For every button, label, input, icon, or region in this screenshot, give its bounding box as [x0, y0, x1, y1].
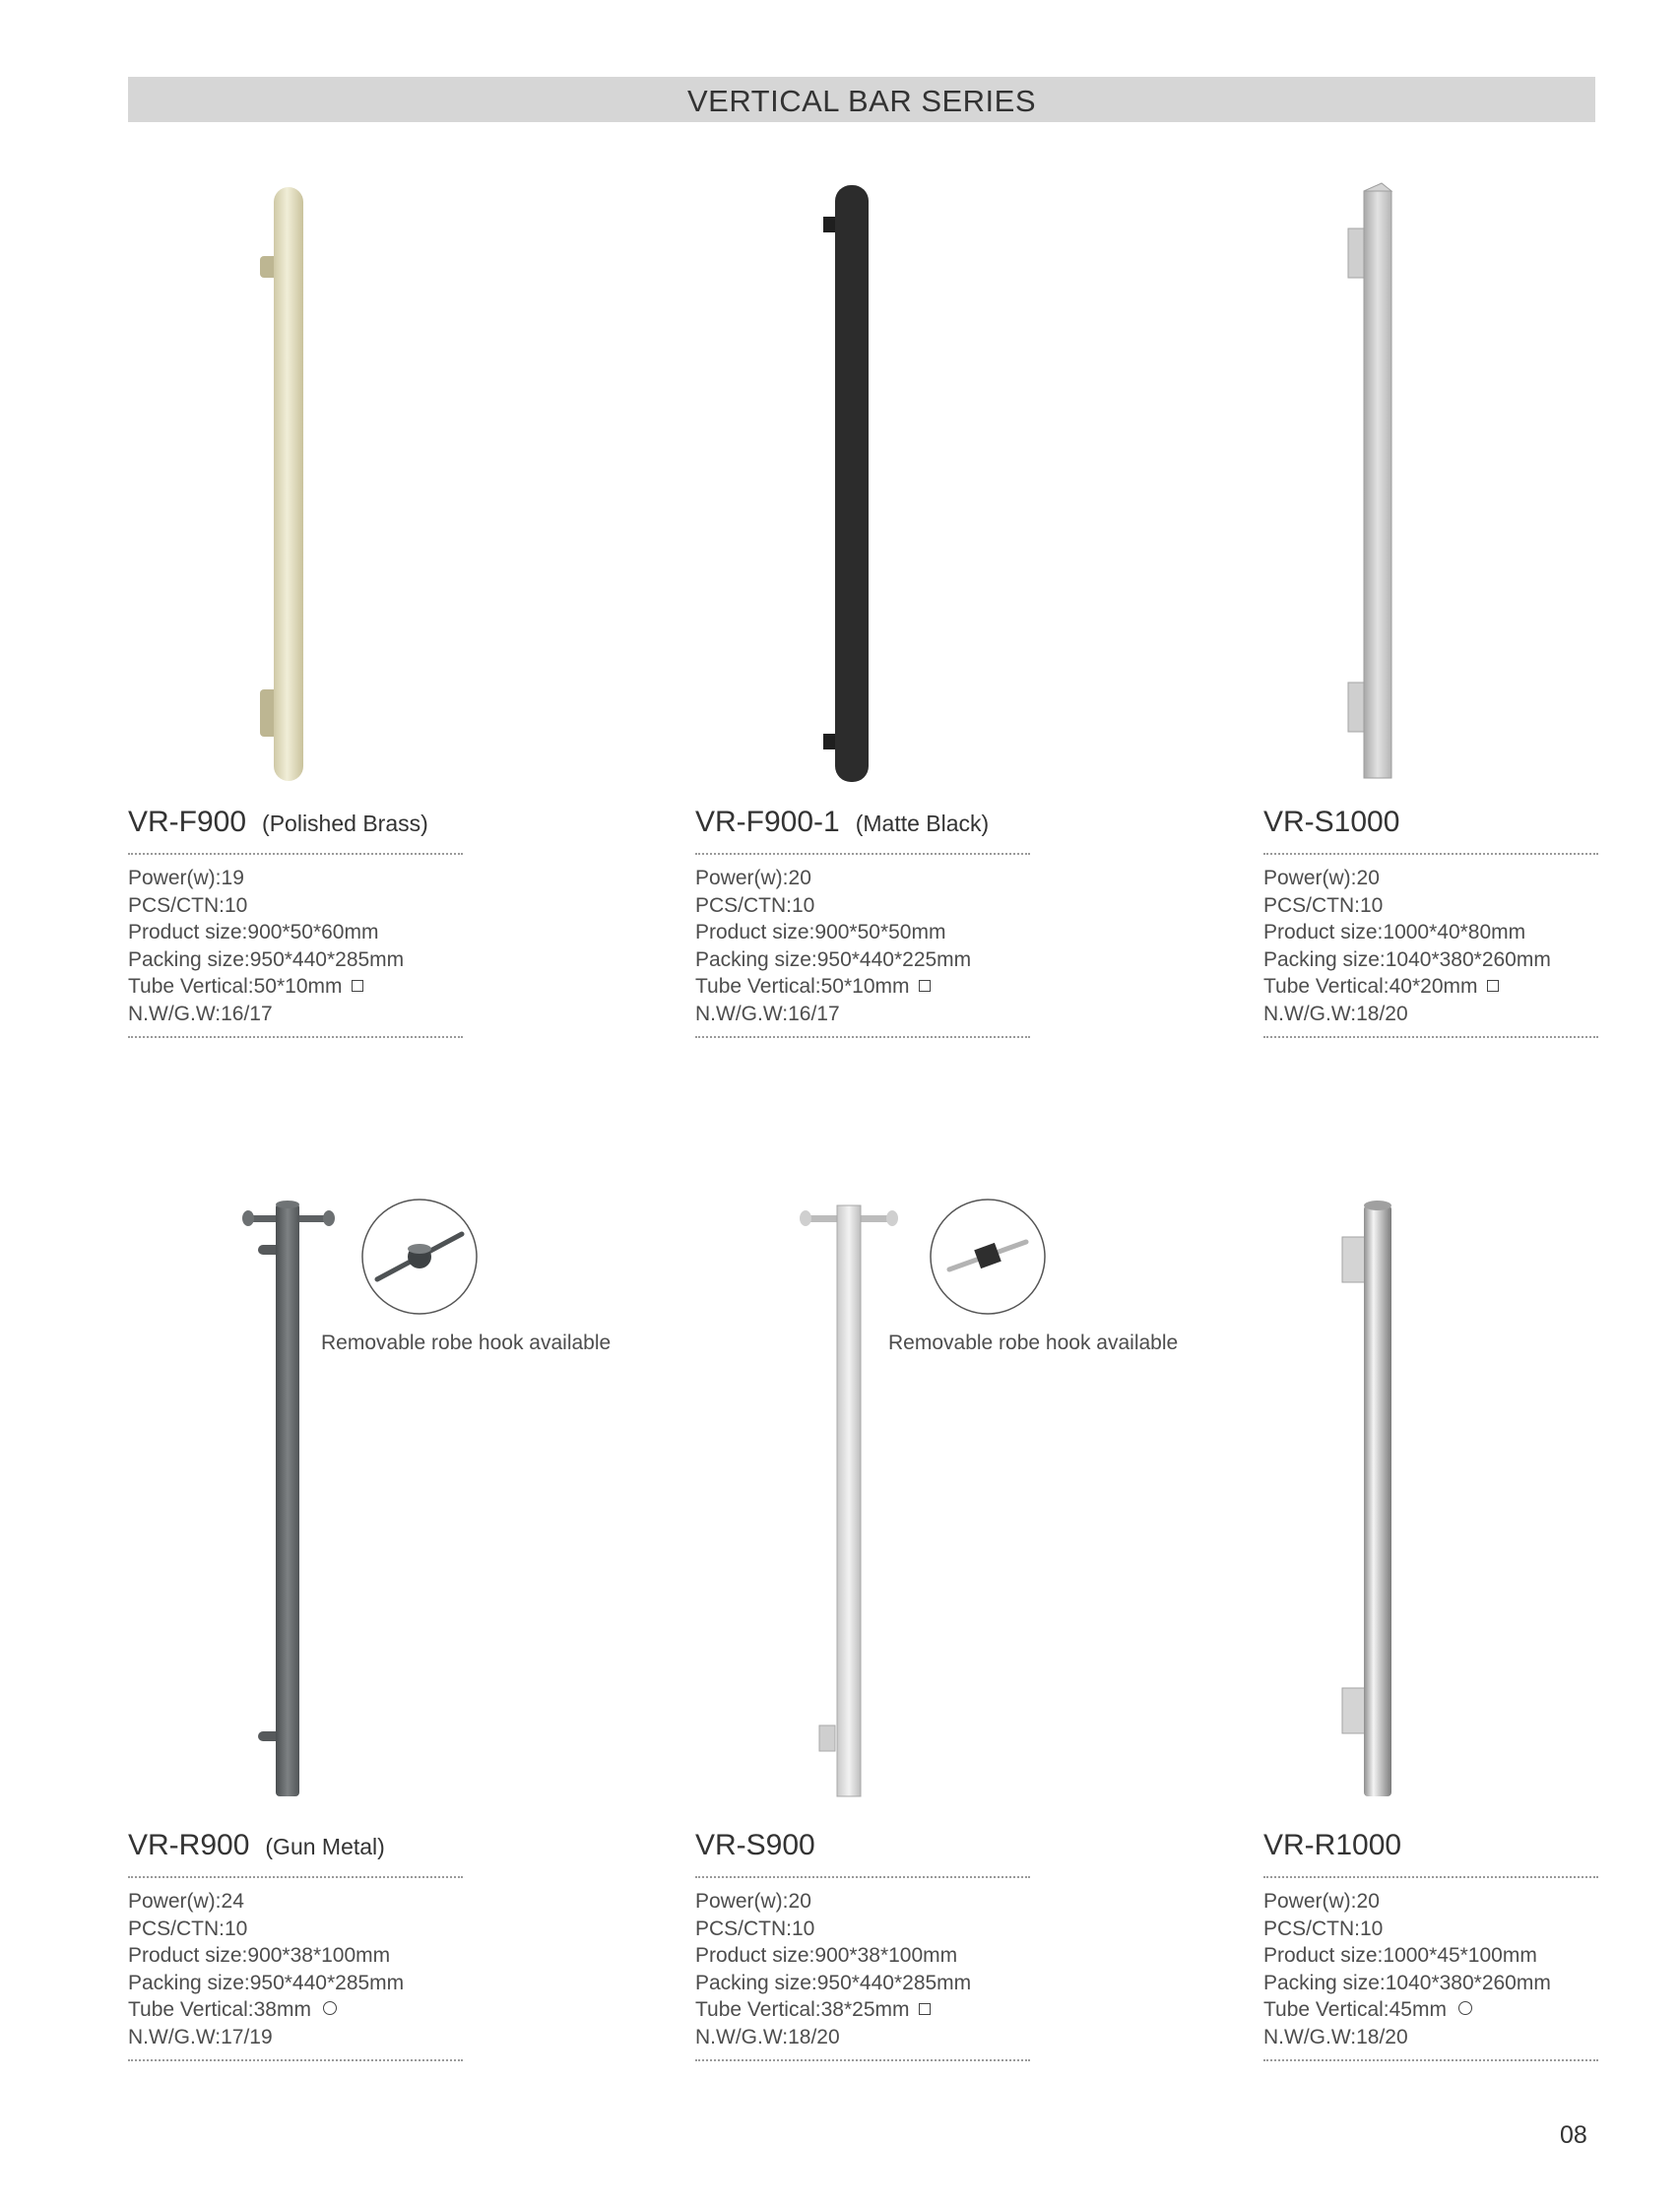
spec-tube-row	[695, 1996, 1030, 2024]
spec-pcs: PCS/CTN:10	[128, 1917, 248, 1940]
spec-weight: N.W/G.W:18/20	[695, 2025, 840, 2048]
spec-tube: Tube Vertical:50*10mm	[695, 975, 910, 999]
spec-pcs: PCS/CTN:10	[1263, 1917, 1384, 1940]
product-card-vr-s1000	[1263, 806, 1598, 1038]
product-card-vr-s900	[695, 1829, 1030, 2061]
model-name: VR-F900-1	[695, 806, 840, 838]
round-tube-icon	[1458, 2001, 1472, 2015]
hook-note-steel: Removable robe hook available	[888, 1332, 1179, 1354]
spec-product-size: Product size:900*50*50mm	[695, 921, 946, 944]
hook-note-gunmetal: Removable robe hook available	[321, 1332, 612, 1354]
spec-packing-size: Packing size:950*440*285mm	[128, 947, 405, 971]
robe-hook-detail-gunmetal-image	[359, 1197, 480, 1317]
spec-tube: Tube Vertical:40*20mm	[1263, 975, 1478, 999]
product-card-vr-r1000	[1263, 1829, 1598, 2061]
spec-tube-row	[1263, 973, 1598, 1001]
finish-label: (Gun Metal)	[265, 1834, 385, 1859]
finish-label: (Matte Black)	[855, 811, 990, 836]
towel-bar-steel-square-image	[1334, 177, 1423, 788]
model-name: VR-S1000	[1263, 806, 1400, 838]
spec-weight: N.W/G.W:17/19	[128, 2025, 273, 2048]
spec-packing-size: Packing size:1040*380*260mm	[1263, 1971, 1551, 1994]
towel-bar-steel-s900-image	[798, 1192, 906, 1812]
spec-tube-row	[128, 973, 463, 1001]
spec-tube-row	[695, 973, 1030, 1001]
page-number: 08	[1560, 2121, 1587, 2149]
spec-weight: N.W/G.W:16/17	[128, 1002, 273, 1025]
finish-label: (Polished Brass)	[262, 811, 428, 836]
spec-tube: Tube Vertical:38mm	[128, 1998, 311, 2022]
towel-bar-steel-round-image	[1334, 1192, 1423, 1812]
towel-bar-black-image	[808, 177, 896, 788]
spec-packing-size: Packing size:950*440*285mm	[695, 1971, 972, 1994]
spec-packing-size: Packing size:950*440*225mm	[695, 947, 972, 971]
spec-power: Power(w):19	[128, 867, 244, 889]
spec-weight: N.W/G.W:16/17	[695, 1002, 840, 1025]
spec-weight: N.W/G.W:18/20	[1263, 2025, 1408, 2048]
spec-packing-size: Packing size:1040*380*260mm	[1263, 947, 1551, 971]
towel-bar-gunmetal-image	[236, 1192, 345, 1812]
spec-pcs: PCS/CTN:10	[128, 893, 248, 917]
spec-product-size: Product size:900*50*60mm	[128, 921, 379, 944]
spec-packing-size: Packing size:950*440*285mm	[128, 1971, 405, 1994]
model-name: VR-F900	[128, 806, 247, 838]
spec-power: Power(w):24	[128, 1890, 244, 1913]
spec-tube: Tube Vertical:45mm	[1263, 1998, 1447, 2022]
model-name: VR-R900	[128, 1829, 250, 1861]
spec-tube: Tube Vertical:50*10mm	[128, 975, 343, 999]
spec-power: Power(w):20	[1263, 1890, 1380, 1913]
square-tube-icon	[919, 980, 931, 992]
spec-product-size: Product size:1000*45*100mm	[1263, 1944, 1537, 1968]
model-name: VR-S900	[695, 1829, 815, 1861]
round-tube-icon	[323, 2001, 337, 2015]
product-card-vr-f900-1	[695, 806, 1030, 1038]
towel-bar-brass-image	[246, 177, 335, 788]
spec-weight: N.W/G.W:18/20	[1263, 1002, 1408, 1025]
spec-power: Power(w):20	[695, 867, 811, 889]
robe-hook-detail-steel-image	[928, 1197, 1048, 1317]
section-title: VERTICAL BAR SERIES	[686, 84, 1037, 118]
spec-tube-row	[1263, 1996, 1598, 2024]
spec-tube-row	[128, 1996, 463, 2024]
spec-product-size: Product size:900*38*100mm	[695, 1944, 958, 1968]
square-tube-icon	[1487, 980, 1499, 992]
spec-product-size: Product size:1000*40*80mm	[1263, 921, 1526, 944]
spec-product-size: Product size:900*38*100mm	[128, 1944, 391, 1968]
spec-pcs: PCS/CTN:10	[1263, 893, 1384, 917]
spec-power: Power(w):20	[695, 1890, 811, 1913]
model-name: VR-R1000	[1263, 1829, 1402, 1861]
product-card-vr-r900	[128, 1829, 463, 2061]
spec-power: Power(w):20	[1263, 867, 1380, 889]
square-tube-icon	[919, 2003, 931, 2015]
spec-pcs: PCS/CTN:10	[695, 1917, 815, 1940]
square-tube-icon	[352, 980, 363, 992]
spec-pcs: PCS/CTN:10	[695, 893, 815, 917]
section-header	[128, 77, 1595, 122]
product-card-vr-f900	[128, 806, 463, 1038]
spec-tube: Tube Vertical:38*25mm	[695, 1998, 910, 2022]
